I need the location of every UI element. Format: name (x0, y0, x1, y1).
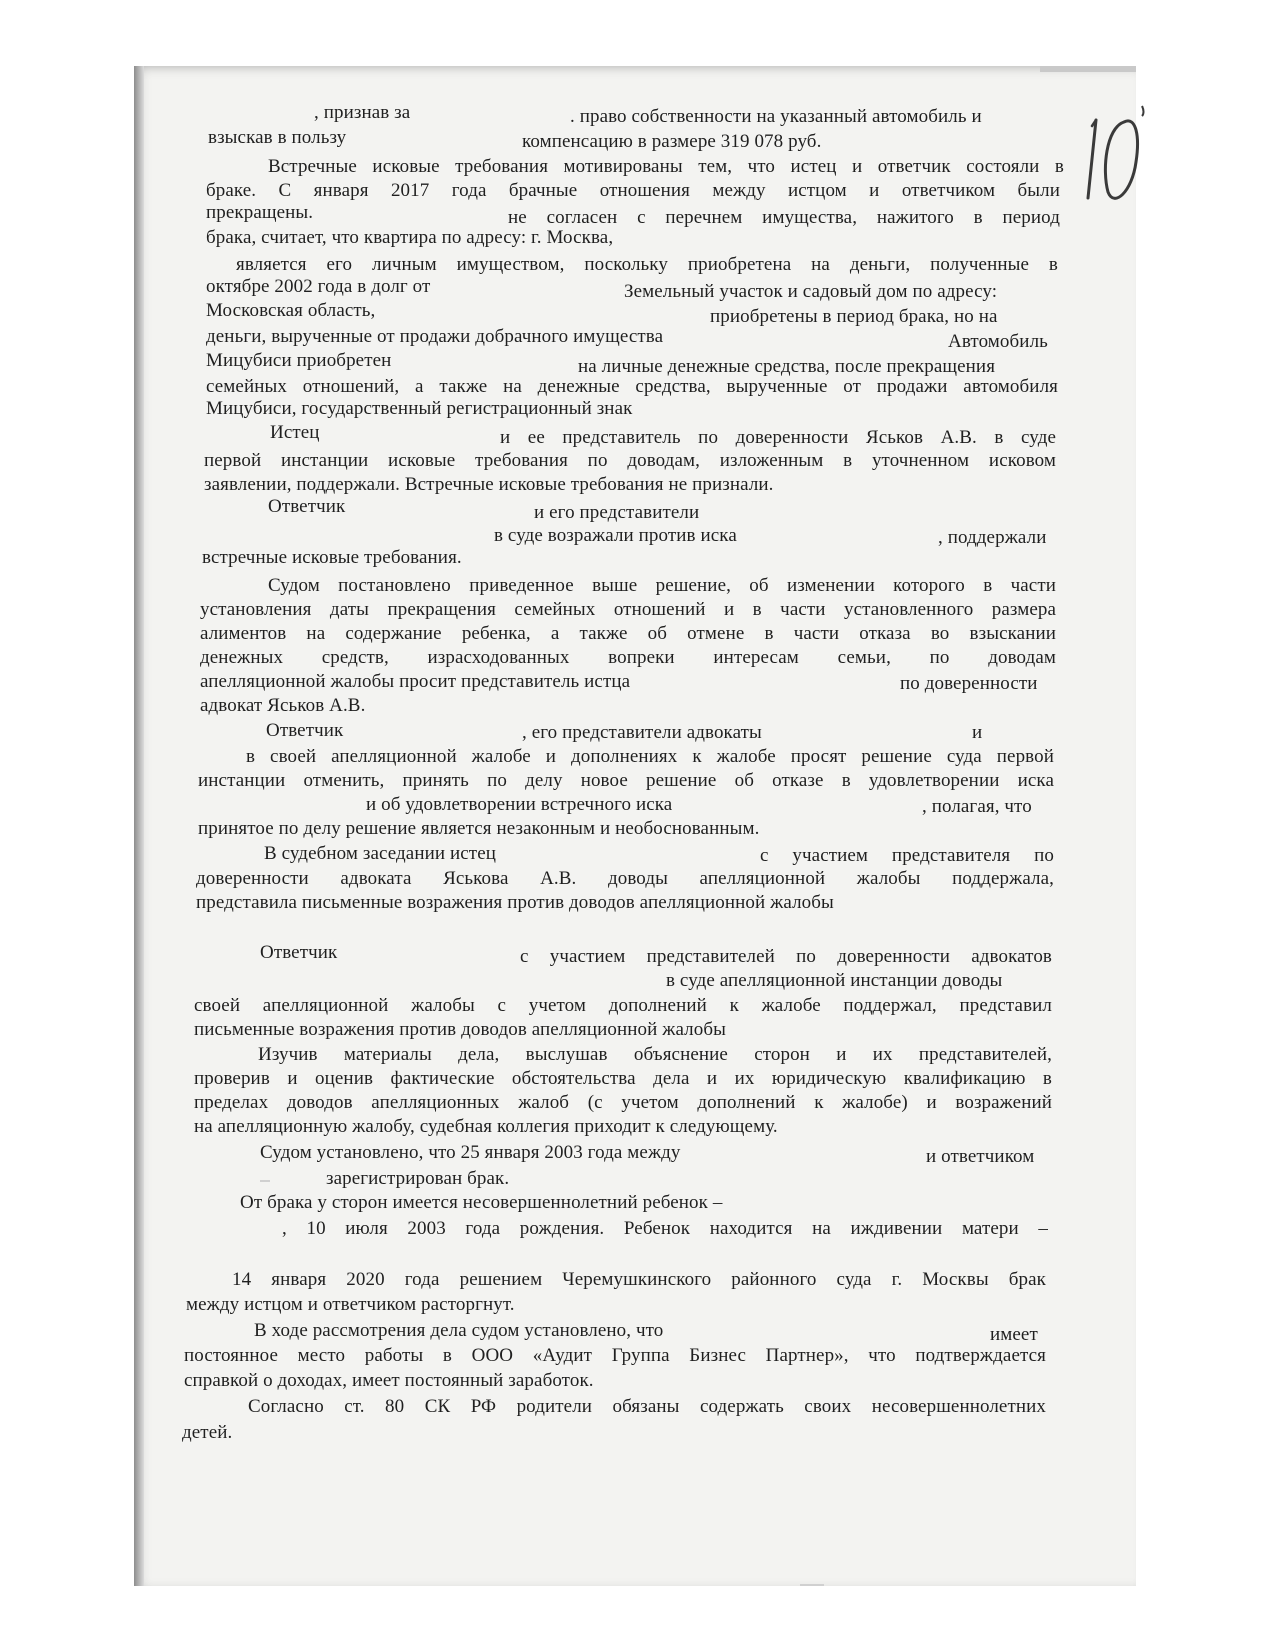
text-line (922, 796, 1032, 818)
text-line (268, 575, 1056, 597)
text-segment: , поддержали (938, 527, 1047, 548)
text-segment: Земельный участок и садовый дом по адресу: (624, 281, 998, 302)
text-segment: не согласен с перечнем имущества, нажитого в период (508, 207, 1060, 228)
text-segment: Судом установлено, что 25 января 2003 года между (260, 1142, 681, 1163)
text-segment: представила письменные возражения против доводов апелляционной жалобы (196, 892, 834, 913)
text-segment: первой инстанции исковые требования по доводам, изложенным в уточненном исковом (204, 450, 1056, 471)
text-line (522, 722, 762, 744)
text-line (206, 376, 1058, 398)
text-line (194, 1068, 1052, 1090)
text-line (534, 502, 699, 524)
text-segment: браке. С января 2017 года брачные отношения между истцом и ответчиком были (206, 180, 1060, 201)
text-segment: В ходе рассмотрения дела судом установлено, что (254, 1320, 664, 1341)
text-line (236, 254, 1058, 276)
text-segment: , его представители адвокаты (522, 722, 762, 743)
text-segment: прекращены. (206, 202, 314, 223)
text-segment: с участием представителя по (760, 845, 1054, 866)
text-segment: зарегистрирован брак. (326, 1168, 510, 1189)
text-segment: и ответчиком (926, 1146, 1035, 1167)
text-line (200, 599, 1056, 621)
text-line (260, 1142, 681, 1164)
text-line (264, 843, 496, 865)
text-segment: доверенности адвоката Яськова А.В. доводы апелляционной жалобы поддержала, (196, 868, 1054, 889)
text-segment: и его представители (534, 502, 700, 523)
text-segment: Мицубиси, государственный регистрационный знак (206, 398, 633, 419)
text-segment: приобретены в период брака, но на (710, 306, 998, 327)
text-segment: Изучив материалы дела, выслушав объяснение сторон и их представителей, (258, 1044, 1052, 1065)
text-segment: является его личным имуществом, поскольку приобретена на деньги, полученные в (236, 254, 1058, 275)
text-segment: с участием представителей по доверенности адвокатов (520, 946, 1052, 967)
text-segment: на апелляционную жалобу, судебная коллегия приходит к следующему. (194, 1116, 778, 1137)
text-line (194, 1116, 778, 1138)
text-line (182, 1422, 232, 1444)
text-segment: в своей апелляционной жалобе и дополнениях к жалобе просят решение суда первой (246, 746, 1054, 767)
text-segment: Судом постановлено приведенное выше решение, об изменении которого в части (268, 575, 1056, 596)
text-line (194, 1092, 1052, 1114)
text-segment: денежных средств, израсходованных вопреки интересам семьи, по доводам (200, 647, 1056, 668)
text-line (196, 892, 834, 914)
text-line (268, 156, 1064, 178)
text-segment: брака, считает, что квартира по адресу: г. Москва, (206, 227, 614, 248)
text-line (232, 1269, 1046, 1291)
text-segment: установления даты прекращения семейных отношений и в части установленного размера (200, 599, 1056, 620)
text-line (204, 450, 1056, 472)
text-line (184, 1345, 1046, 1367)
text-line (522, 131, 821, 153)
text-line (260, 942, 337, 964)
page-number-drawing (1082, 100, 1152, 220)
text-line (200, 623, 1056, 645)
text-line (206, 180, 1060, 202)
text-line (938, 527, 1046, 549)
text-segment: справкой о доходах, имеет постоянный заработок. (184, 1370, 594, 1391)
text-segment: заявлении, поддержали. Встречные исковые требования не признали. (204, 474, 774, 495)
text-line (248, 1396, 1046, 1418)
text-segment: на личные денежные средства, после прекращения (578, 356, 996, 377)
text-segment: октябре 2002 года в долг от (206, 276, 431, 297)
text-line (570, 106, 982, 128)
text-line (194, 995, 1052, 1017)
text-segment: От брака у сторон имеется несовершеннолетний ребенок – (240, 1192, 723, 1213)
text-line (186, 1294, 515, 1316)
text-line (624, 281, 997, 303)
text-segment: пределах доводов апелляционных жалоб (с учетом дополнений к жалобе) и возражений (194, 1092, 1052, 1113)
text-line (760, 845, 1054, 867)
text-segment: между истцом и ответчиком расторгнут. (186, 1294, 515, 1315)
text-line (194, 1019, 726, 1041)
text-line (710, 306, 998, 328)
text-line (206, 202, 313, 224)
text-segment: . право собственности на указанный автомобиль и (570, 106, 982, 127)
text-segment: по доверенности (900, 673, 1038, 694)
text-line (666, 970, 1002, 992)
text-line (520, 946, 1052, 968)
text-segment: и ее представитель по доверенности Яськов А.В. в суде (500, 427, 1056, 448)
text-segment: Ответчик (268, 496, 346, 517)
text-segment: в суде возражали против иска (494, 525, 737, 546)
text-segment: Мицубиси приобретен (206, 350, 392, 371)
text-line (258, 1044, 1052, 1066)
text-segment: семейных отношений, а также на денежные средства, вырученные от продажи автомобиля (206, 376, 1058, 397)
text-segment: проверив и оценив фактические обстоятельства дела и их юридическую квалификацию в (194, 1068, 1052, 1089)
text-line (494, 525, 737, 547)
text-line (948, 331, 1048, 353)
text-line (208, 127, 346, 149)
text-line (246, 746, 1054, 768)
text-line (206, 276, 430, 298)
text-line (500, 427, 1056, 449)
text-segment: апелляционной жалобы просит представитель истца (200, 671, 631, 692)
text-line (282, 1218, 1048, 1240)
text-segment: , признав за (314, 102, 411, 123)
scan-artifact (260, 1180, 270, 1182)
text-line (990, 1324, 1038, 1346)
text-segment: взыскав в пользу (208, 127, 347, 148)
text-line (508, 207, 1060, 229)
text-line (206, 227, 613, 249)
handwritten-page-number (1082, 100, 1152, 220)
text-line (254, 1320, 663, 1342)
text-segment: своей апелляционной жалобы с учетом дополнений к жалобе поддержал, представил (194, 995, 1052, 1016)
text-line (578, 356, 995, 378)
text-segment: и (972, 722, 983, 743)
text-line (366, 794, 672, 816)
text-segment: , полагая, что (922, 796, 1032, 817)
text-line (200, 647, 1056, 669)
text-segment: и об удовлетворении встречного иска (366, 794, 673, 815)
text-line (326, 1168, 509, 1190)
text-line (270, 422, 320, 444)
text-segment: Согласно ст. 80 СК РФ родители обязаны содержать своих несовершеннолетних (248, 1396, 1046, 1417)
text-segment: Автомобиль (948, 331, 1048, 352)
text-segment: письменные возражения против доводов апелляционной жалобы (194, 1019, 726, 1040)
sheet-shadow-edge (134, 66, 144, 1586)
text-line (206, 350, 391, 372)
text-segment: Московская область, (206, 300, 376, 321)
text-line (196, 868, 1054, 890)
text-line (204, 474, 774, 496)
text-segment: встречные исковые требования. (202, 547, 462, 568)
text-segment: Истец (270, 422, 320, 443)
text-line (198, 770, 1054, 792)
text-line (198, 818, 759, 840)
text-line (206, 398, 632, 420)
text-line (206, 300, 375, 322)
text-segment: Встречные исковые требования мотивированы тем, что истец и ответчик состояли в (268, 156, 1064, 177)
text-segment: принятое по делу решение является незаконным и необоснованным. (198, 818, 760, 839)
text-segment: постоянное место работы в ООО «Аудит Группа Бизнес Партнер», что подтверждается (184, 1345, 1046, 1366)
text-segment: адвокат Яськов А.В. (200, 695, 366, 716)
text-line (184, 1370, 594, 1392)
text-segment: детей. (182, 1422, 233, 1443)
text-line (972, 722, 982, 744)
text-segment: , 10 июля 2003 года рождения. Ребенок находится на иждивении матери – (282, 1218, 1048, 1239)
text-line (268, 496, 345, 518)
scan-top-strip (1040, 66, 1136, 72)
text-line (926, 1146, 1034, 1168)
text-line (200, 671, 630, 693)
text-segment: алиментов на содержание ребенка, а также об отмене в части отказа во взыскании (200, 623, 1056, 644)
text-segment: инстанции отменить, принять по делу новое решение об отказе в удовлетворении иска (198, 770, 1054, 791)
text-line (314, 102, 410, 124)
text-segment: Ответчик (266, 720, 344, 741)
text-segment: Ответчик (260, 942, 338, 963)
text-line (206, 326, 663, 348)
text-line (240, 1192, 722, 1214)
text-segment: компенсацию в размере 319 078 руб. (522, 131, 822, 152)
scan-artifact (800, 1584, 824, 1586)
text-segment: В судебном заседании истец (264, 843, 497, 864)
text-line (200, 695, 365, 717)
text-segment: имеет (990, 1324, 1038, 1345)
text-segment: 14 января 2020 года решением Черемушкинского районного суда г. Москвы брак (232, 1269, 1046, 1290)
text-line (202, 547, 462, 569)
text-line (900, 673, 1038, 695)
text-segment: в суде апелляционной инстанции доводы (666, 970, 1003, 991)
text-line (266, 720, 343, 742)
text-segment: деньги, вырученные от продажи добрачного имущества (206, 326, 664, 347)
